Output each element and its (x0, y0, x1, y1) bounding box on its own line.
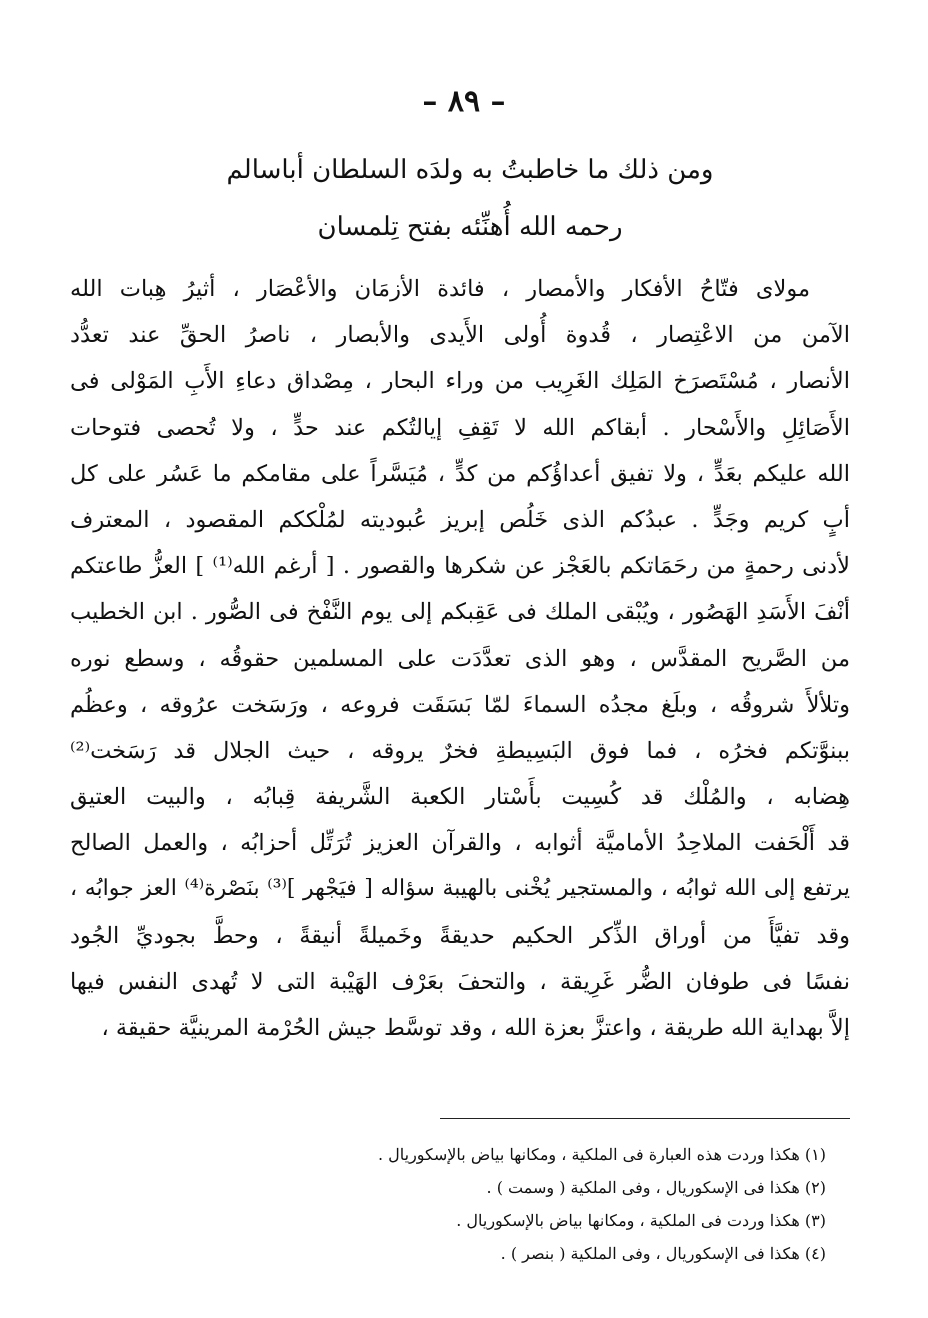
body-line: أنْفَ الأَسَدِ الهَصُور ، ويُبْقى الملك فى عَقِبكم إلى يوم النَّفْخ فى الصُّور . ابن الخطيب (70, 599, 850, 626)
body-line: وقد تفيَّأَ من أوراق الذِّكر الحكيم حديقةً وخَميلةً أنيقةً ، وحطَّ بجوديِّ الجُود (70, 922, 850, 949)
body-line: قد أَلْحَفت الملاحِدُ الأماميَّة أثوابه ، والقرآن العزيز تُرَتِّل أحزابُه ، والعمل الصالح (70, 830, 850, 857)
body-line: الأنصار ، مُسْتَصرَخ المَلِك الغَرِيب من وراء البحار ، مِصْداق دعاءِ الأَبِ المَوْلى فى (70, 368, 850, 395)
footnote-2: (٢) هكذا فى الإسكوريال ، وفى الملكية ( وسمت ) . (486, 1178, 826, 1197)
body-line: الآمن من الاعْتِصار ، قُدوة أُولى الأَيدى والأبصار ، ناصرُ الحقِّ عند تعدُّد (70, 322, 850, 349)
footnote-1: (١) هكذا وردت هذه العبارة فى الملكية ، ومكانها بياض بالإسكوريال . (377, 1145, 826, 1164)
body-line: ببنوَّتكم فخرُه ، فما فوق البَسِيطةِ فخرٌ يروقه ، حيث الجلال قد رَسَخت⁽²⁾ (70, 737, 850, 764)
body-line: هِضابه ، والمُلْك قد كُسِيت بأَسْتار الكعبة الشَّريفة قِبابُه ، والبيت العتيق (70, 784, 850, 811)
body-text (70, 266, 850, 1051)
body-line: الأَصَائِلِ والأَسْحار . أبقاكم الله لا تَقِفِ إيالتُكم عند حدٍّ ، ولا تُحصى فتوحات (70, 414, 850, 441)
body-line: إلاَّ بهداية الله طريقة ، واعتزَّ بعزة الله ، وقد توسَّط جيش الحُرْمة المرينيَّة حقيقة ، (101, 1015, 850, 1041)
body-line: من الصَّريح المقدَّس ، وهو الذى تعدَّدَت على المسلمين حقوقُه ، وسطع نوره (70, 645, 850, 672)
page-number: – ٨٩ – (422, 84, 506, 119)
body-line: أبٍ كريم وجَدٍّ . عبدُكم الذى خَلُص إبريز عُبوديته لمُلْككم المقصود ، المعترف (70, 506, 850, 533)
body-line: لأدنى رحمةٍ من رحَمَاتكم بالعَجْز عن شكرها والقصور . [ أرغم الله⁽¹⁾ ] العزُّ طاعتكم (70, 553, 850, 580)
section-heading-line-1: ومن ذلك ما خاطبتُ به ولدَه السلطان أباسالم (226, 155, 714, 185)
footnote-4: (٤) هكذا فى الإسكوريال ، وفى الملكية ( بنصر ) . (500, 1244, 826, 1263)
body-line: يرتفع إلى الله ثوابُه ، والمستجير يُخْنى بالهيبة سؤاله [ فيَجْهر ]⁽³⁾ بنَصْرة⁽⁴⁾ العز جوابُه ، (70, 876, 850, 902)
footnotes (226, 1138, 826, 1270)
footnote-3: (٣) هكذا وردت فى الملكية ، ومكانها بياض بالإسكوريال . (456, 1211, 826, 1230)
body-line: الله عليكم بعَدٍّ ، ولا تفيق أعداؤُكم من كدٍّ ، مُيَسَّراً على مقامكم ما عَسُر على كل (70, 460, 850, 487)
footnote-divider (440, 1118, 850, 1119)
section-heading-line-2: رحمه الله أُهنِّئه بفتح تِلمسان (317, 212, 623, 242)
body-line: وتلألأَ شروقُه ، وبلَغ مجدُه السماءَ لمّا بَسَقَت فروعه ، ورَسَخت عرُوقه ، وعظُم (70, 691, 850, 718)
body-line: مولاى فتّاحُ الأفكار والأمصار ، فائدة الأزمَان والأعْصَار ، أثيرُ هِبات الله (70, 276, 810, 302)
body-line: نفسًا فى طوفان الضُّر غَرِيقة ، والتحفَ بعَرْف الهَيْبة التى لا تُهدى النفس فيها (70, 968, 850, 995)
